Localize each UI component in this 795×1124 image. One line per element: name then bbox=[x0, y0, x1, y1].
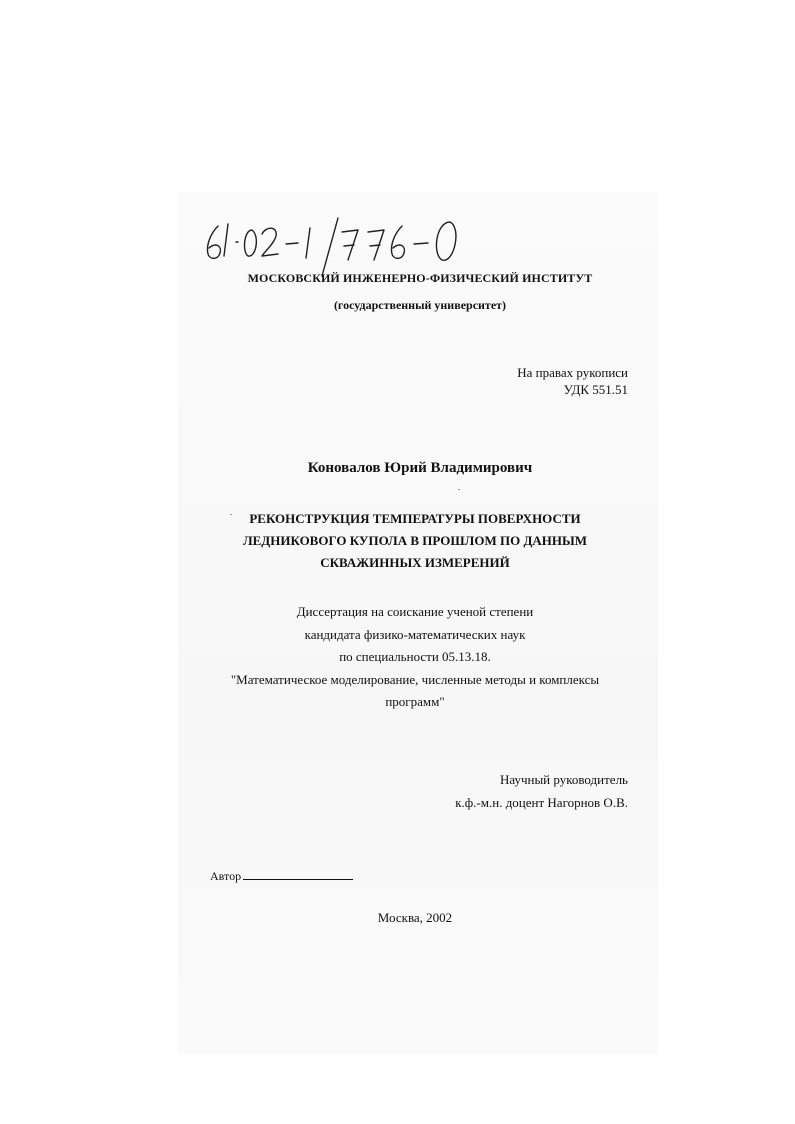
manuscript-rights-label: На правах рукописи bbox=[517, 365, 628, 380]
dissertation-title bbox=[180, 508, 650, 574]
author-signature-label: Автор bbox=[210, 869, 242, 883]
description-line: Диссертация на соискание ученой степени bbox=[296, 604, 534, 619]
scan-speck bbox=[458, 489, 460, 490]
udc-code: УДК 551.51 bbox=[563, 382, 628, 397]
title-line: РЕКОНСТРУКЦИЯ ТЕМПЕРАТУРЫ ПОВЕРХНОСТИ bbox=[249, 511, 581, 526]
advisor-role: Научный руководитель bbox=[499, 772, 628, 787]
signature-line bbox=[243, 867, 353, 880]
handwritten-archive-number bbox=[200, 208, 490, 280]
description-line: кандидата физико-математических наук bbox=[304, 626, 526, 642]
advisor-name: к.ф.-м.н. доцент Нагорнов О.В. bbox=[455, 795, 628, 810]
scientific-advisor-block bbox=[455, 768, 628, 814]
description-line: программ" bbox=[385, 694, 445, 709]
city-year: Москва, 2002 bbox=[377, 910, 453, 925]
institute-name: МОСКОВСКИЙ ИНЖЕНЕРНО-ФИЗИЧЕСКИЙ ИНСТИТУТ bbox=[247, 271, 593, 285]
manuscript-rights-block bbox=[517, 364, 628, 398]
title-line: СКВАЖИННЫХ ИЗМЕРЕНИЙ bbox=[320, 555, 510, 570]
description-line: "Математическое моделирование, численные методы и комплексы bbox=[230, 671, 600, 687]
title-line: ЛЕДНИКОВОГО КУПОЛА В ПРОШЛОМ ПО ДАННЫМ bbox=[242, 533, 588, 548]
dissertation-description bbox=[180, 601, 650, 714]
author-name: Коновалов Юрий Владимирович bbox=[307, 460, 533, 476]
description-line: по специальности 05.13.18. bbox=[339, 649, 491, 664]
university-status: (государственный университет) bbox=[333, 298, 507, 312]
author-signature-field bbox=[210, 867, 353, 884]
